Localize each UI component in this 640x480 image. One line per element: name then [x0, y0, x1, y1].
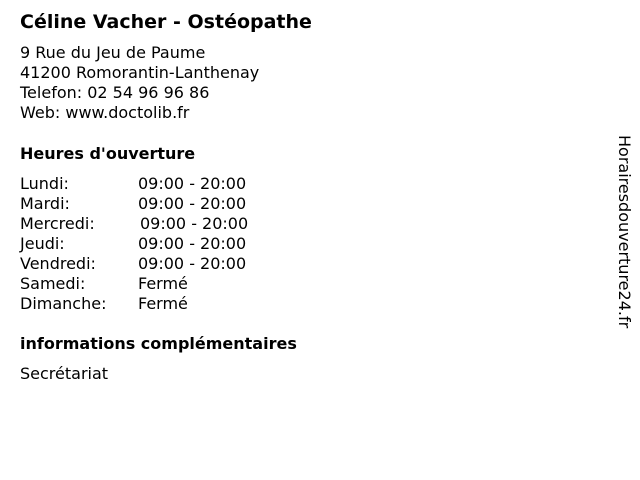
day-label: Mercredi:: [20, 214, 95, 233]
address-block: [20, 43, 259, 123]
hours-row-saturday: [20, 274, 320, 294]
hours-heading: Heures d'ouverture: [20, 144, 196, 163]
time-value: Fermé: [138, 274, 188, 293]
hours-row-friday: [20, 254, 320, 274]
time-value: 09:00 - 20:00: [138, 174, 247, 193]
hours-row-tuesday: [20, 194, 320, 214]
street-address: 9 Rue du Jeu de Paume: [20, 43, 206, 62]
day-label: Vendredi:: [20, 254, 96, 273]
time-value: 09:00 - 20:00: [138, 254, 247, 273]
site-watermark: Horairesdouverture24.fr: [615, 135, 634, 329]
web-line: Web: www.doctolib.fr: [20, 103, 190, 122]
hours-row-sunday: [20, 294, 320, 314]
postal-city: 41200 Romorantin-Lanthenay: [20, 63, 260, 82]
day-label: Samedi:: [20, 274, 86, 293]
hours-row-monday: [20, 174, 320, 194]
time-value: 09:00 - 20:00: [138, 234, 247, 253]
time-value: 09:00 - 20:00: [140, 214, 249, 233]
opening-hours-table: [20, 174, 320, 314]
hours-row-wednesday: [20, 214, 320, 234]
day-label: Dimanche:: [20, 294, 107, 313]
day-label: Jeudi:: [20, 234, 65, 253]
info-text: Secrétariat: [20, 364, 109, 383]
info-heading: informations complémentaires: [20, 334, 297, 353]
hours-row-thursday: [20, 234, 320, 254]
page-title: Céline Vacher - Ostéopathe: [20, 11, 312, 33]
day-label: Mardi:: [20, 194, 70, 213]
day-label: Lundi:: [20, 174, 69, 193]
phone-line: Telefon: 02 54 96 96 86: [20, 83, 210, 102]
time-value: Fermé: [138, 294, 188, 313]
time-value: 09:00 - 20:00: [138, 194, 247, 213]
